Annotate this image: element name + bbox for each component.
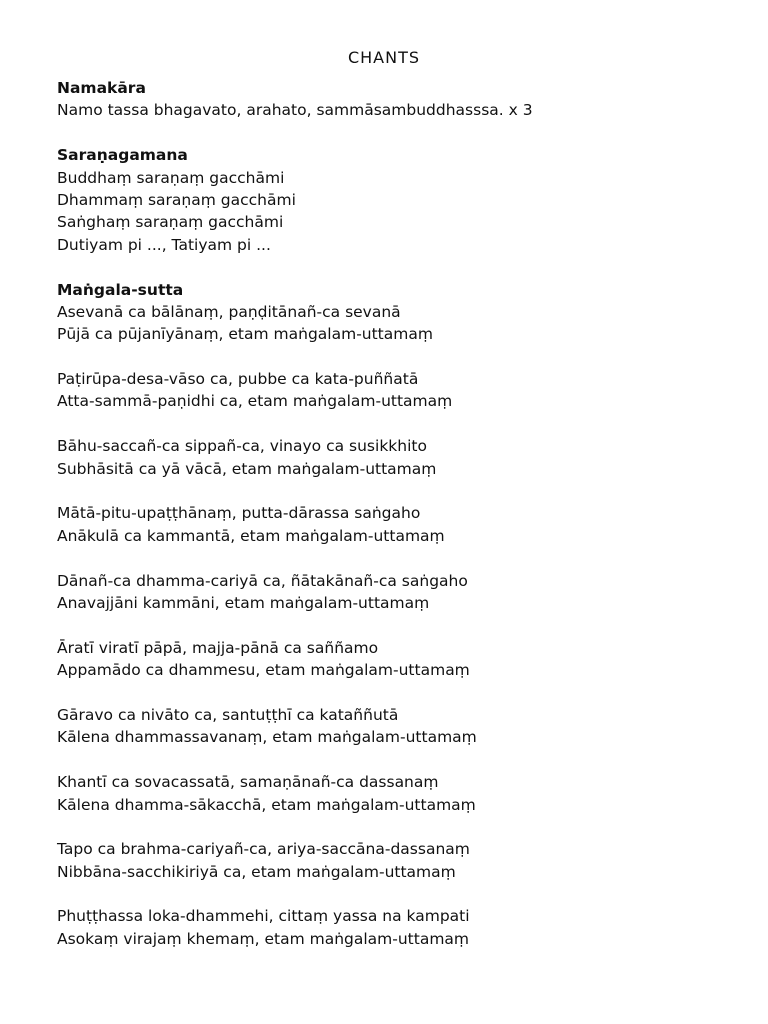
spacer xyxy=(57,480,737,502)
chant-line: Nibbāna-sacchikiriyā ca, etam maṅgalam-uttamaṃ xyxy=(57,862,456,881)
spacer xyxy=(57,413,737,435)
verse xyxy=(57,704,737,749)
page-title: CHANTS xyxy=(347,48,421,67)
spacer xyxy=(57,346,737,368)
verse xyxy=(57,771,737,816)
chant-line: Pūjā ca pūjanīyānaṃ, etam maṅgalam-uttamaṃ xyxy=(57,325,433,344)
document-content xyxy=(57,77,737,950)
section-saranagamana xyxy=(57,144,737,256)
chant-line: Namo tassa bhagavato, arahato, sammāsambuddhasssa. x 3 xyxy=(57,101,533,120)
chant-line: Asevanā ca bālānaṃ, paṇḍitānañ-ca sevanā xyxy=(57,302,401,321)
chant-line: Gāravo ca nivāto ca, santuṭṭhī ca kataññutā xyxy=(57,705,399,724)
section-mangala-sutta xyxy=(57,279,737,951)
chant-line: Saṅghaṃ saraṇaṃ gacchāmi xyxy=(57,213,284,232)
spacer xyxy=(57,816,737,838)
chant-line: Appamādo ca dhammesu, etam maṅgalam-uttamaṃ xyxy=(57,661,470,680)
spacer xyxy=(57,682,737,704)
spacer xyxy=(57,614,737,636)
chant-line: Asokaṃ virajaṃ khemaṃ, etam maṅgalam-uttamaṃ xyxy=(57,929,470,948)
verse xyxy=(57,637,737,682)
section-heading: Namakāra xyxy=(57,79,146,97)
chant-line: Kālena dhamma-sākacchā, etam maṅgalam-uttamaṃ xyxy=(57,795,476,814)
spacer xyxy=(57,547,737,569)
chant-line: Dutiyam pi ..., Tatiyam pi ... xyxy=(57,235,271,254)
chant-line: Phuṭṭhassa loka-dhammehi, cittaṃ yassa na kampati xyxy=(57,907,470,926)
verse xyxy=(57,435,737,480)
chant-line: Paṭirūpa-desa-vāso ca, pubbe ca kata-puññatā xyxy=(57,370,419,389)
chant-line: Dhammaṃ saraṇaṃ gacchāmi xyxy=(57,190,296,209)
chant-line: Anavajjāni kammāni, etam maṅgalam-uttamaṃ xyxy=(57,593,430,612)
verse xyxy=(57,368,737,413)
spacer xyxy=(57,256,737,278)
verse xyxy=(57,502,737,547)
section-heading: Maṅgala-sutta xyxy=(57,280,184,299)
chant-line: Dānañ-ca dhamma-cariyā ca, ñātakānañ-ca saṅgaho xyxy=(57,571,468,590)
verse xyxy=(57,838,737,883)
spacer xyxy=(57,122,737,144)
chant-line: Tapo ca brahma-cariyañ-ca, ariya-saccāna-dassanaṃ xyxy=(57,840,470,859)
chant-line: Bāhu-saccañ-ca sippañ-ca, vinayo ca susikkhito xyxy=(57,437,427,456)
verse xyxy=(57,905,737,950)
chant-line: Khantī ca sovacassatā, samaṇānañ-ca dassanaṃ xyxy=(57,773,439,792)
chant-line: Mātā-pitu-upaṭṭhānaṃ, putta-dārassa saṅgaho xyxy=(57,504,421,523)
section-namakara xyxy=(57,77,737,122)
chant-line: Anākulā ca kammantā, etam maṅgalam-uttamaṃ xyxy=(57,526,445,545)
chant-line: Atta-sammā-paṇidhi ca, etam maṅgalam-uttamaṃ xyxy=(57,392,453,411)
verse xyxy=(57,570,737,615)
chant-line: Buddhaṃ saraṇaṃ gacchāmi xyxy=(57,168,285,187)
chant-line: Kālena dhammassavanaṃ, etam maṅgalam-uttamaṃ xyxy=(57,728,477,747)
spacer xyxy=(57,883,737,905)
spacer xyxy=(57,749,737,771)
verse xyxy=(57,301,737,346)
section-heading: Saraṇagamana xyxy=(57,146,188,165)
chant-line: Subhāsitā ca yā vācā, etam maṅgalam-uttamaṃ xyxy=(57,459,437,478)
chant-line: Āratī viratī pāpā, majja-pānā ca saññamo xyxy=(57,638,379,657)
